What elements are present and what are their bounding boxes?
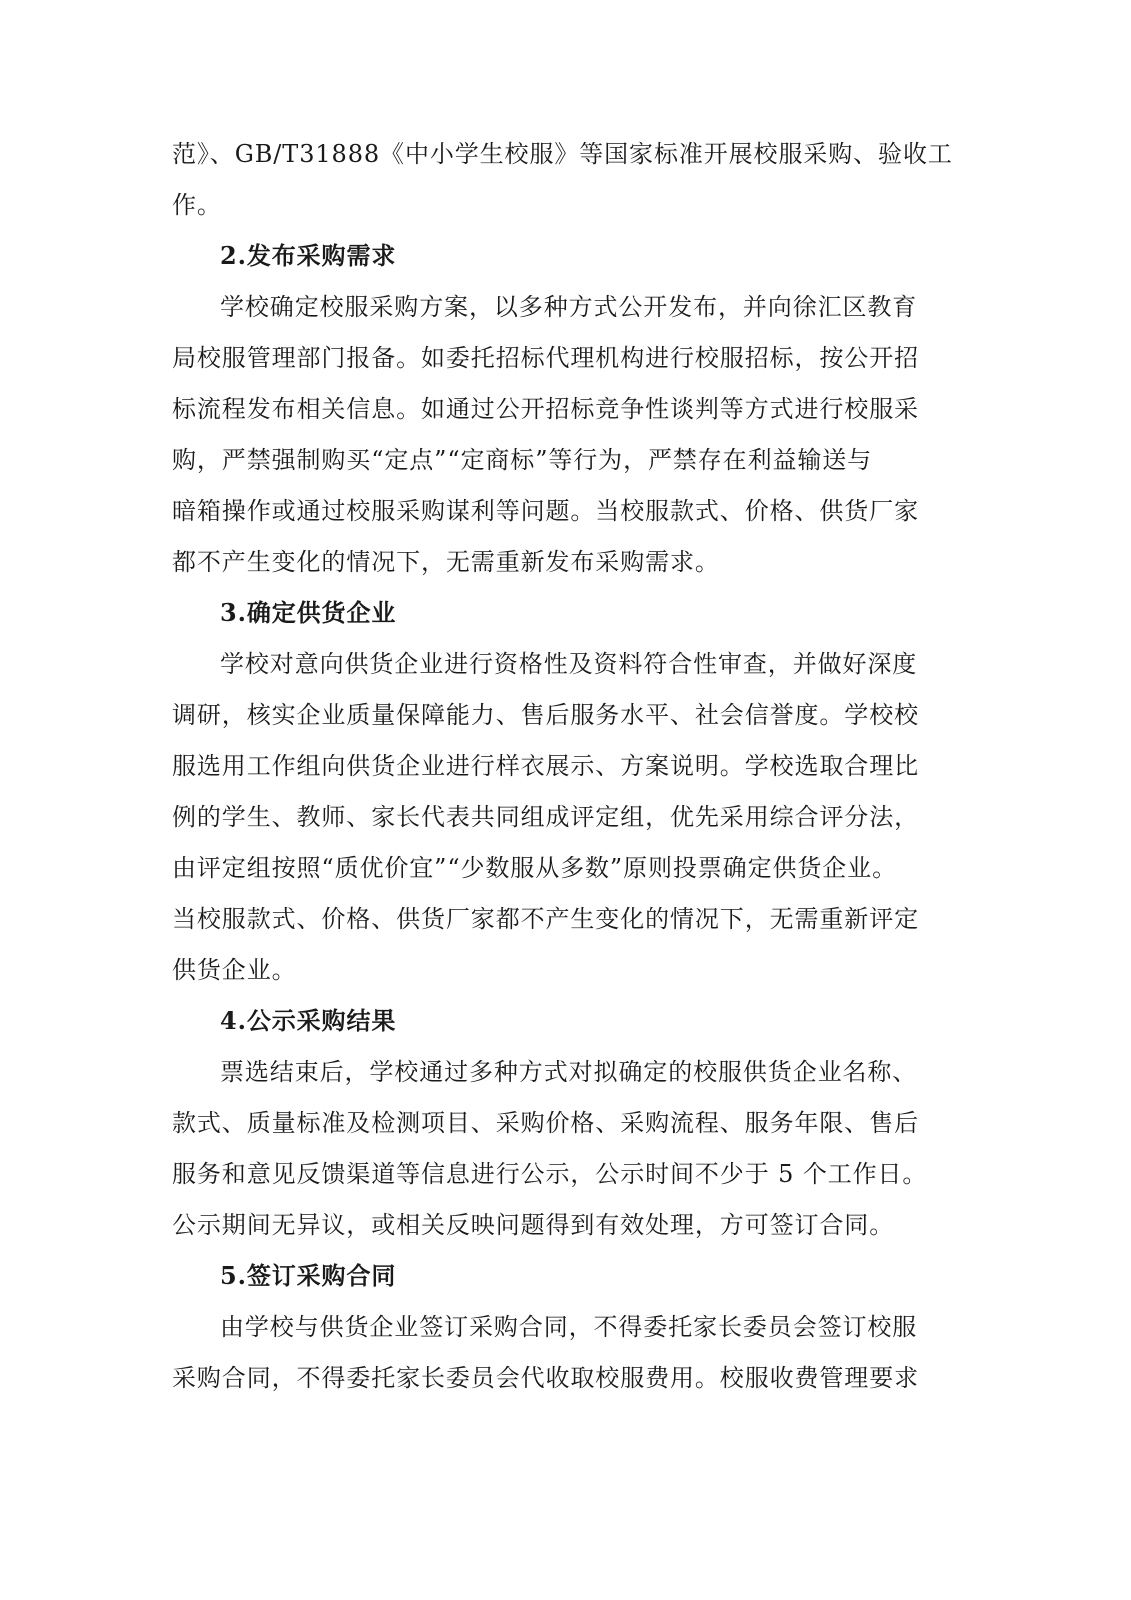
paragraph-line: 购，严禁强制购买“定点”“定商标”等行为，严禁存在利益输送与: [172, 446, 873, 474]
paragraph-line: 当校服款式、价格、供货厂家都不产生变化的情况下，无需重新评定: [172, 905, 919, 933]
section-heading-publish-demand: 2.发布采购需求: [220, 241, 397, 270]
paragraph-line: 采购合同，不得委托家长委员会代收取校服费用。校服收费管理要求: [172, 1364, 919, 1392]
paragraph-line: 票选结束后，学校通过多种方式对拟确定的校服供货企业名称、: [220, 1058, 918, 1086]
paragraph-line: 供货企业。: [172, 956, 297, 984]
paragraph-line: 款式、质量标准及检测项目、采购价格、采购流程、服务年限、售后: [172, 1109, 919, 1137]
paragraph-line: 由学校与供货企业签订采购合同，不得委托家长委员会签订校服: [220, 1313, 918, 1341]
section-heading-select-supplier: 3.确定供货企业: [220, 598, 397, 627]
paragraph-line: 暗箱操作或通过校服采购谋利等问题。当校服款式、价格、供货厂家: [172, 497, 919, 525]
paragraph-line: 学校对意向供货企业进行资格性及资料符合性审查，并做好深度: [220, 650, 918, 678]
intro-line: 范》、GB/T31888《中小学生校服》等国家标准开展校服采购、验收工: [172, 140, 953, 168]
paragraph-line: 调研，核实企业质量保障能力、售后服务水平、社会信誉度。学校校: [172, 701, 919, 729]
intro-line: 作。: [172, 191, 222, 219]
paragraph-line: 例的学生、教师、家长代表共同组成评定组，优先采用综合评分法，: [172, 803, 919, 831]
paragraph-line: 由评定组按照“质优价宜”“少数服从多数”原则投票确定供货企业。: [172, 854, 897, 882]
paragraph-line: 学校确定校服采购方案，以多种方式公开发布，并向徐汇区教育: [220, 293, 918, 321]
paragraph-line: 都不产生变化的情况下，无需重新发布采购需求。: [172, 548, 720, 576]
paragraph-line: 局校服管理部门报备。如委托招标代理机构进行校服招标，按公开招: [172, 344, 919, 372]
paragraph-line: 公示期间无异议，或相关反映问题得到有效处理，方可签订合同。: [172, 1211, 895, 1239]
paragraph-line: 服务和意见反馈渠道等信息进行公示，公示时间不少于 5 个工作日。: [172, 1160, 928, 1188]
paragraph-line: 标流程发布相关信息。如通过公开招标竞争性谈判等方式进行校服采: [172, 395, 919, 423]
section-heading-publicize-result: 4.公示采购结果: [220, 1006, 397, 1035]
section-heading-sign-contract: 5.签订采购合同: [220, 1261, 397, 1290]
paragraph-line: 服选用工作组向供货企业进行样衣展示、方案说明。学校选取合理比: [172, 752, 919, 780]
